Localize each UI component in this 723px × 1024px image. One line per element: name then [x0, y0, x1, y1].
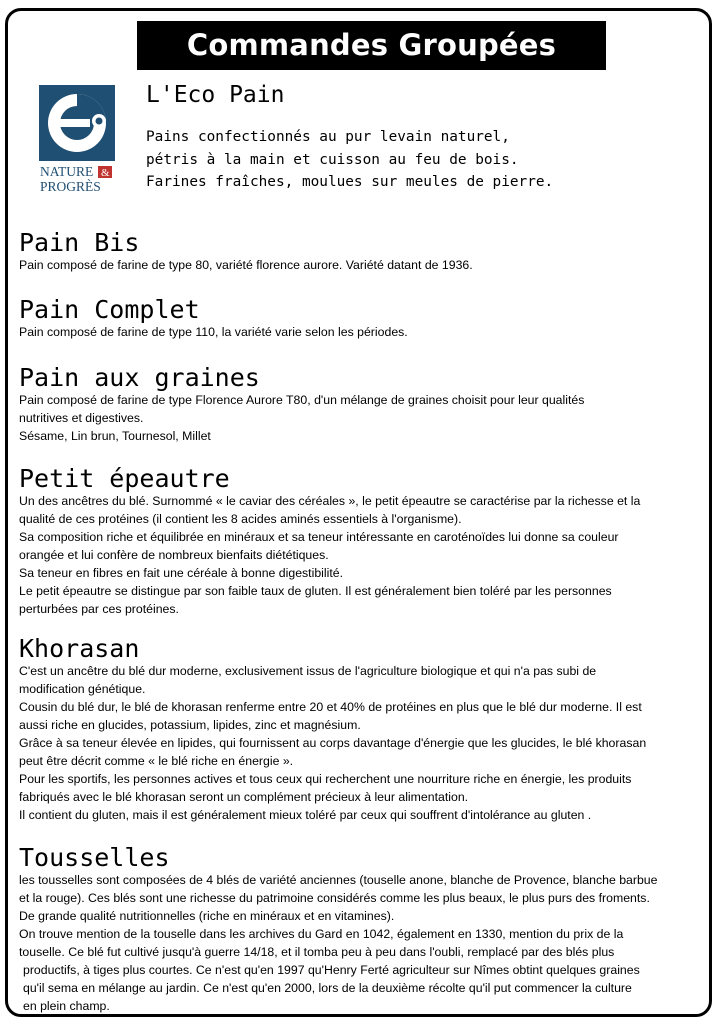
text-line: Grâce à sa teneur élevée en lipides, qui fournissent au corps davantage d'énergie que les glucides, le blé khorasan: [19, 736, 647, 750]
section-pain-aux-graines: [19, 365, 699, 445]
text-line: On trouve mention de la touselle dans les archives du Gard en 1042, également en 1330, mention du prix de la: [19, 927, 624, 941]
text-line: fabriqués avec le blé khorasan seront un complément précieux à leur alimentation.: [19, 790, 469, 804]
text-line: les tousselles sont composées de 4 blés de variété anciennes (touselle anone, blanche de Provence, blanche barbue: [19, 873, 658, 887]
text-line: perturbées par ces protéines.: [19, 602, 179, 616]
page-title: Commandes Groupées: [137, 21, 606, 70]
text-line: qu'il sema en mélange au jardin. Ce n'est qu'en 2000, lors de la deuxième récolte qu'il put commencer la culture: [23, 981, 632, 995]
text-line: Pain composé de farine de type 110, la variété varie selon les périodes.: [19, 325, 408, 339]
section-title: Petit épeautre: [19, 464, 230, 493]
text-line: C'est un ancêtre du blé dur moderne, exclusivement issus de l'agriculture biologique et qui n'a pas subi de: [19, 664, 597, 678]
section-tousselles: [19, 845, 699, 1015]
section-title: Pain aux graines: [19, 363, 260, 392]
text-line: Sésame, Lin brun, Tournesol, Millet: [19, 429, 211, 443]
text-line: en plein champ.: [23, 999, 110, 1013]
section-body: [19, 662, 699, 824]
logo-ampersand: &: [101, 167, 110, 179]
text-line: nutritives et digestives.: [19, 411, 144, 425]
logo-text-progres: PROGRÈS: [40, 179, 101, 194]
section-body: [19, 256, 699, 274]
nature-progres-logo: [36, 83, 120, 195]
text-line: Cousin du blé dur, le blé de khorasan renferme entre 20 et 40% de protéines en plus que le blé dur moderne. Il est: [19, 700, 642, 714]
text-line: et la rouge). Ces blés sont une richesse du patrimoine considérés comme les plus beaux, le plus purs des froments.: [19, 891, 650, 905]
section-body: [19, 871, 699, 1015]
text-line: Le petit épeautre se distingue par son faible taux de gluten. Il est généralement bien toléré par les personnes: [19, 584, 612, 598]
text-line: aussi riche en glucides, potassium, lipides, zinc et magnésium.: [19, 718, 361, 732]
intro-line: Pains confectionnés au pur levain naturel,: [146, 129, 510, 145]
section-body: [19, 323, 699, 341]
section-body: [19, 492, 699, 618]
text-line: Sa composition riche et équilibrée en minéraux et sa teneur intéressante en caroténoïdes lui donne sa couleur: [19, 530, 619, 544]
text-line: modification génétique.: [19, 682, 146, 696]
text-line: peut être décrit comme « le blé riche en énergie ».: [19, 754, 294, 768]
section-title: Pain Bis: [19, 228, 140, 257]
section-pain-complet: [19, 297, 699, 341]
text-line: touselle. Ce blé fut cultivé jusqu'à guerre 14/18, et il tomba peu à peu dans l'oubli, remplacé par des blés plus: [19, 945, 615, 959]
text-line: Pain composé de farine de type 80, variété florence aurore. Variété datant de 1936.: [19, 258, 473, 272]
section-body: [19, 391, 699, 445]
text-line: De grande qualité nutritionnelles (riche en minéraux et en vitamines).: [19, 909, 395, 923]
section-title: Pain Complet: [19, 295, 200, 324]
section-title: Khorasan: [19, 634, 140, 663]
section-pain-bis: [19, 230, 699, 274]
text-line: qualité de ces protéines (il contient les 8 acides aminés essentiels à l'organisme).: [19, 512, 462, 526]
text-line: Pain composé de farine de type Florence Aurore T80, d'un mélange de graines choisit pour leur qualités: [19, 393, 585, 407]
brand-name: L'Eco Pain: [146, 82, 285, 108]
intro-line: pétris à la main et cuisson au feu de bois.: [146, 151, 519, 168]
logo-text-nature: NATURE: [40, 164, 94, 179]
section-title: Tousselles: [19, 843, 170, 872]
brand-intro: [146, 126, 686, 194]
text-line: Il contient du gluten, mais il est généralement mieux toléré par ceux qui souffrent d'intolérance au gluten .: [19, 808, 592, 822]
section-khorasan: [19, 636, 699, 824]
text-line: Sa teneur en fibres en fait une céréale à bonne digestibilité.: [19, 566, 344, 580]
text-line: Pour les sportifs, les personnes actives et tous ceux qui recherchent une nourriture riche en énergie, les produits: [19, 772, 632, 786]
text-line: Un des ancêtres du blé. Surnommé « le caviar des céréales », le petit épeautre se caractérise par la richesse et la: [19, 494, 641, 508]
intro-line: Farines fraîches, moulues sur meules de pierre.: [146, 174, 554, 190]
text-line: orangée et lui confère de nombreux bienfaits diététiques.: [19, 548, 329, 562]
text-line: productifs, à tiges plus courtes. Ce n'est qu'en 1997 qu'Henry Ferté agriculteur sur Nîmes obtint quelques graines: [23, 963, 640, 977]
section-petit-epeautre: [19, 466, 699, 618]
